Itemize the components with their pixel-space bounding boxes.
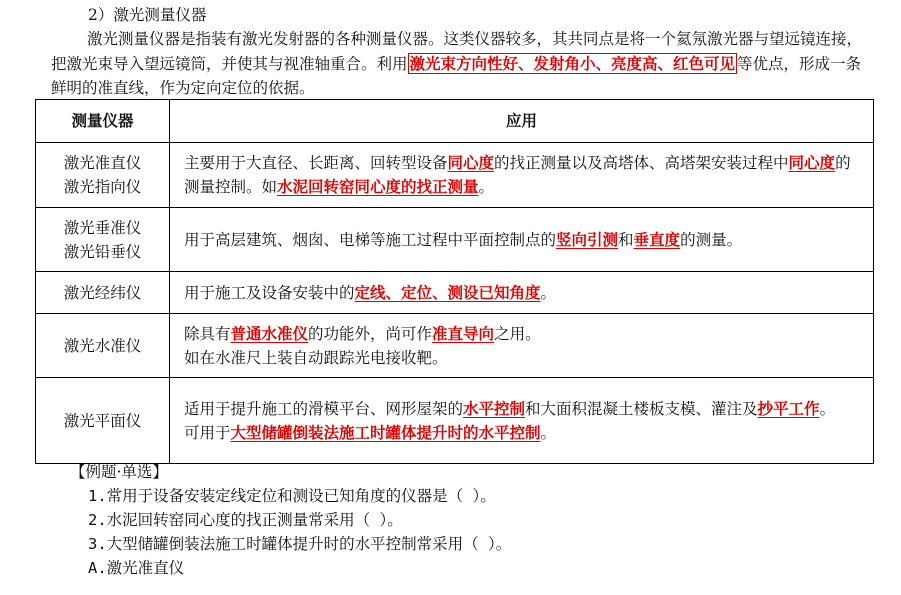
- key-term: 同心度: [447, 153, 495, 172]
- answer-option: A.激光准直仪: [88, 559, 185, 577]
- application-text: 。: [819, 399, 836, 418]
- table-row: [36, 314, 874, 378]
- key-term: 定线、定位、测设已知角度: [354, 282, 541, 302]
- table-row: [36, 143, 874, 208]
- application-text: 适用于提升施工的滑模平台、网形屋架的: [184, 399, 464, 418]
- table-row: [36, 378, 874, 464]
- application-text: 的找正测量以及高塔体、高塔架安装过程中: [494, 154, 789, 172]
- instrument-name: 激光指向仪: [63, 178, 142, 196]
- header-instrument: 测量仪器: [36, 100, 170, 143]
- table-header-row: [36, 100, 874, 143]
- section-heading: 2）激光测量仪器: [88, 6, 207, 24]
- application-text: 和: [618, 230, 634, 249]
- application-cell: [170, 208, 874, 272]
- example-title: 【例题·单选】: [70, 463, 168, 481]
- intro-highlight-boxed: 激光束方向性好、发射角小、亮度高、红色可见: [409, 53, 736, 73]
- question-item: 1.常用于设备安装定线定位和测设已知角度的仪器是（ ）。: [88, 487, 496, 505]
- application-text: 。: [478, 178, 495, 196]
- key-term: 准直导向: [432, 323, 495, 343]
- application-text: 除具有: [184, 324, 231, 343]
- application-cell: [170, 314, 874, 378]
- key-term: 大型储罐倒装法施工时罐体提升时的水平控制: [230, 422, 541, 442]
- intro-text-1: 激光测量仪器是指装有激光发射器的各种测量仪器。这类仪器较多，其共同点是将一个氦氖激光器与望远镜连接，把激光束导入望远镜筒，并使其与视准轴重合。利用: [51, 30, 863, 73]
- key-term: 同心度: [788, 153, 836, 172]
- intro-paragraph: [51, 27, 863, 101]
- instrument-name: 激光铅垂仪: [63, 242, 142, 261]
- application-text: 的功能外，尚可作: [308, 324, 433, 343]
- key-term: 水泥回转窑同心度的找正测量: [277, 177, 479, 196]
- application-text: 用于施工及设备安装中的: [184, 283, 355, 302]
- instrument-cell: [36, 143, 170, 208]
- application-text: 用于高层建筑、烟囱、电梯等施工过程中平面控制点的: [184, 230, 557, 249]
- application-cell: [170, 143, 874, 208]
- instrument-cell: [36, 314, 170, 378]
- instrument-name: 激光垂准仪: [63, 218, 142, 237]
- key-term: 竖向引测: [556, 229, 619, 249]
- table-row: [36, 208, 874, 272]
- application-text: 。: [540, 423, 557, 442]
- instrument-name: 激光平面仪: [63, 411, 142, 430]
- application-text: 之用。: [494, 324, 541, 343]
- application-text: 和大面积混凝土楼板支模、灌注及: [525, 399, 758, 418]
- instrument-cell: [36, 272, 170, 314]
- intro-text-2: 等优点，形成一条鲜明的准直线，作为定向定位的依据。: [51, 54, 862, 97]
- instrument-cell: [36, 378, 170, 464]
- application-text: 的测量。: [680, 230, 743, 249]
- application-text: 如在水准尺上装自动跟踪光电接收靶。: [184, 348, 448, 367]
- application-cell: [170, 378, 874, 464]
- instrument-table: [35, 99, 874, 464]
- application-text: 的测量控制。如: [184, 154, 851, 196]
- application-cell: [170, 272, 874, 314]
- header-application: 应用: [170, 100, 874, 143]
- key-term: 抄平工作: [757, 398, 820, 418]
- instrument-name: 激光经纬仪: [63, 283, 142, 302]
- instrument-cell: [36, 208, 170, 272]
- question-item: 2.水泥回转窑同心度的找正测量常采用（ ）。: [88, 511, 403, 529]
- key-term: 水平控制: [463, 398, 526, 418]
- instrument-name: 激光准直仪: [63, 154, 142, 172]
- key-term: 普通水准仪: [230, 323, 309, 343]
- instrument-name: 激光水准仪: [63, 336, 142, 355]
- application-text: 。: [540, 283, 557, 302]
- question-item: 3.大型储罐倒装法施工时罐体提升时的水平控制常采用（ ）。: [88, 535, 512, 553]
- table-row: [36, 272, 874, 314]
- key-term: 垂直度: [633, 229, 681, 249]
- application-text: 主要用于大直径、长距离、回转型设备: [184, 154, 448, 172]
- application-text: 可用于: [184, 423, 231, 442]
